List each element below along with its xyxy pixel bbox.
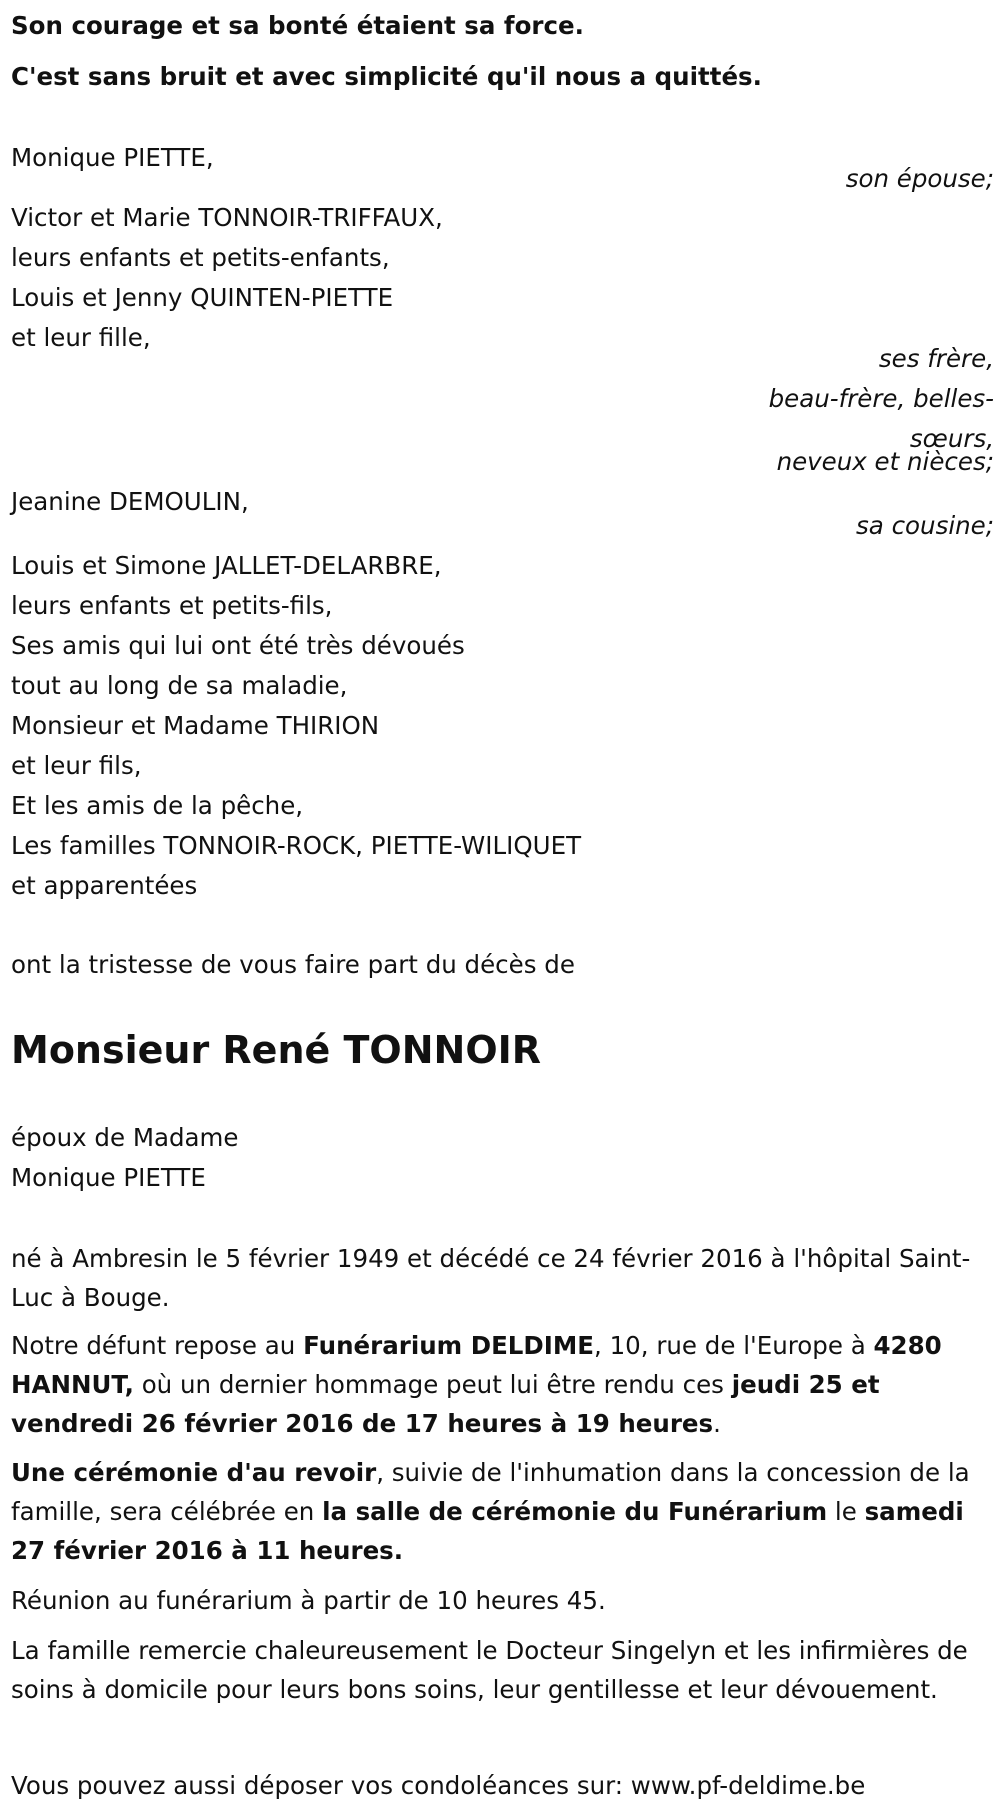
ceremony-paragraph [11, 1453, 996, 1570]
thanks-paragraph: La famille remercie chaleureusement le Docteur Singelyn et les infirmières de soins à domicile pour leurs bons soins, leur gentillesse et leur dévouement. [11, 1636, 968, 1704]
repose-text-3: où un dernier hommage peut lui être rendu ces [133, 1370, 732, 1399]
friend-line: Louis et Simone JALLET-DELARBRE, [11, 551, 442, 580]
siblings-relation-4: neveux et nièces; [776, 447, 994, 476]
postal-city: 4280 HANNUT, [11, 1331, 942, 1399]
sibling-line: leurs enfants et petits-enfants, [11, 243, 390, 272]
repose-text-4: . [713, 1409, 721, 1438]
sibling-line: Victor et Marie TONNOIR-TRIFFAUX, [11, 203, 443, 232]
siblings-relation-2: beau-frère, belles- [768, 384, 994, 413]
ceremony-title: Une cérémonie d'au revoir [11, 1458, 377, 1487]
quote-line-1: Son courage et sa bonté étaient sa force. [11, 11, 584, 40]
siblings-relation-1: ses frère, [878, 344, 994, 373]
ceremony-text-1: , suivie de l'inhumation dans la concession de la famille, sera célébrée en [11, 1458, 970, 1526]
friend-line: et apparentées [11, 871, 198, 900]
friend-line: Les familles TONNOIR-ROCK, PIETTE-WILIQUET [11, 831, 582, 860]
friend-line: Monsieur et Madame THIRION [11, 711, 380, 740]
spouse-of-line: Monique PIETTE [11, 1163, 206, 1192]
deceased-name: Monsieur René TONNOIR [11, 1028, 542, 1072]
siblings-block [11, 198, 443, 358]
ceremony-location: la salle de cérémonie du Funérarium [322, 1497, 828, 1526]
spouse-of-block [11, 1118, 239, 1198]
sibling-line: Louis et Jenny QUINTEN-PIETTE [11, 283, 394, 312]
spouse-relation: son épouse; [845, 164, 994, 193]
birth-death-paragraph: né à Ambresin le 5 février 1949 et décédé ce 24 février 2016 à l'hôpital Saint-Luc à Bouge. [11, 1244, 971, 1312]
funerarium-name: Funérarium DELDIME [303, 1331, 594, 1360]
meeting-text: Réunion au funérarium à partir de 10 heures 45. [11, 1586, 606, 1615]
repose-paragraph [11, 1326, 996, 1443]
friend-line: leurs enfants et petits-fils, [11, 591, 333, 620]
cousin-name: Jeanine DEMOULIN, [11, 487, 249, 516]
friend-line: Et les amis de la pêche, [11, 791, 304, 820]
siblings-relation-3: sœurs, [909, 424, 994, 453]
friend-line: tout au long de sa maladie, [11, 671, 348, 700]
ceremony-date: samedi 27 février 2016 à 11 heures. [11, 1497, 964, 1565]
friend-line: Ses amis qui lui ont été très dévoués [11, 631, 465, 660]
friends-block [11, 546, 581, 906]
spouse-of-line: époux de Madame [11, 1123, 239, 1152]
repose-text-2: , 10, rue de l'Europe à [594, 1331, 874, 1360]
repose-text-1: Notre défunt repose au [11, 1331, 304, 1360]
ceremony-text-2: le [827, 1497, 865, 1526]
sibling-line: et leur fille, [11, 323, 151, 352]
condolences-text: Vous pouvez aussi déposer vos condoléances sur: www.pf-deldime.be [11, 1771, 866, 1800]
cousin-relation: sa cousine; [856, 511, 994, 540]
friend-line: et leur fils, [11, 751, 142, 780]
visit-dates: jeudi 25 et vendredi 26 février 2016 de 17 heures à 19 heures [11, 1370, 880, 1438]
spouse-name: Monique PIETTE, [11, 143, 214, 172]
quote-line-2: C'est sans bruit et avec simplicité qu'il nous a quittés. [11, 62, 762, 91]
announcement: ont la tristesse de vous faire part du décès de [11, 950, 575, 979]
